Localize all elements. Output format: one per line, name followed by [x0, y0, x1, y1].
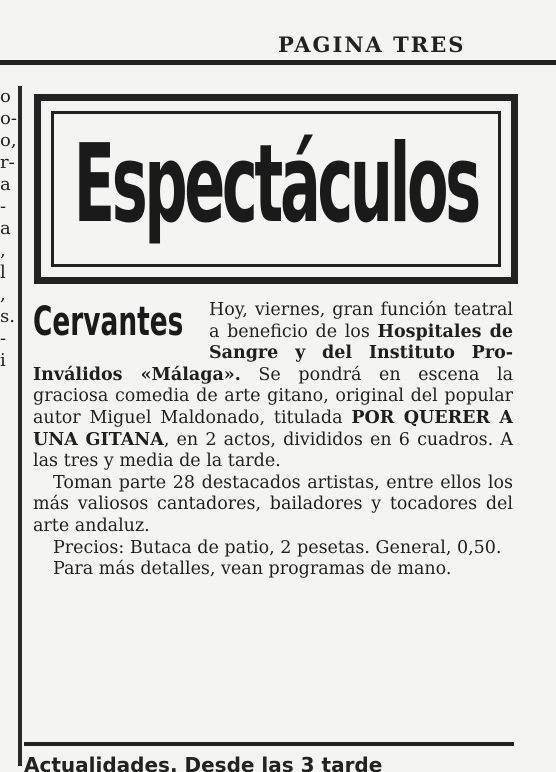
- article-paragraph-3: Precios: Butaca de patio, 2 pesetas. General, 0,50.: [53, 537, 502, 558]
- article-text: Hoy, viernes, gran función teatral a beneficio de los: [209, 300, 513, 342]
- margin-fragment: o: [0, 86, 11, 107]
- venue-heading: Cervantes: [33, 299, 184, 345]
- article-text-bold: Hospitales de Sangre y del Instituto Pro-Inválidos «Málaga».: [33, 321, 513, 385]
- section-title-inner-frame: [51, 111, 501, 267]
- adjacent-column-fragment: [0, 86, 18, 396]
- play-title: POR QUERER A UNA GITANA: [33, 407, 514, 450]
- article-text: Se pondrá en escena la graciosa comedia de arte gitano, original del popular autor Miguel Maldonado, titulada: [33, 364, 513, 428]
- margin-fragment: r-: [0, 152, 15, 173]
- section-title: Espectáculos: [73, 122, 479, 247]
- article-paragraph-2: Toman parte 28 destacados artistas, entre ellos los más valiosos cantadores, bailadores y tocadores del arte andaluz.: [33, 472, 513, 536]
- margin-fragment: ,: [0, 284, 6, 305]
- page-label: PAGINA TRES: [278, 32, 466, 57]
- margin-fragment: o-: [0, 108, 17, 129]
- margin-fragment: -: [0, 196, 7, 217]
- page-header: [0, 0, 556, 72]
- margin-fragment: i: [0, 350, 6, 371]
- margin-fragment: a: [0, 218, 11, 239]
- margin-fragment: a: [0, 174, 11, 195]
- margin-fragment: s.: [0, 306, 15, 327]
- article-paragraph-4: Para más detalles, vean programas de mano.: [53, 559, 452, 580]
- bottom-rule: [24, 742, 514, 746]
- margin-fragment: o,: [0, 130, 17, 151]
- header-rule: [0, 60, 556, 65]
- article-text: , en 2 actos, divididos en 6 cuadros. A las tres y media de la tarde.: [33, 429, 513, 472]
- margin-fragment: l: [0, 262, 6, 283]
- section-title-box: [34, 94, 518, 284]
- article: [33, 300, 513, 581]
- margin-fragment: ,: [0, 240, 6, 261]
- margin-fragment: -: [0, 328, 7, 349]
- column-rule: [18, 86, 22, 766]
- next-article-fragment: Actualidades. Desde las 3 tarde: [24, 753, 383, 772]
